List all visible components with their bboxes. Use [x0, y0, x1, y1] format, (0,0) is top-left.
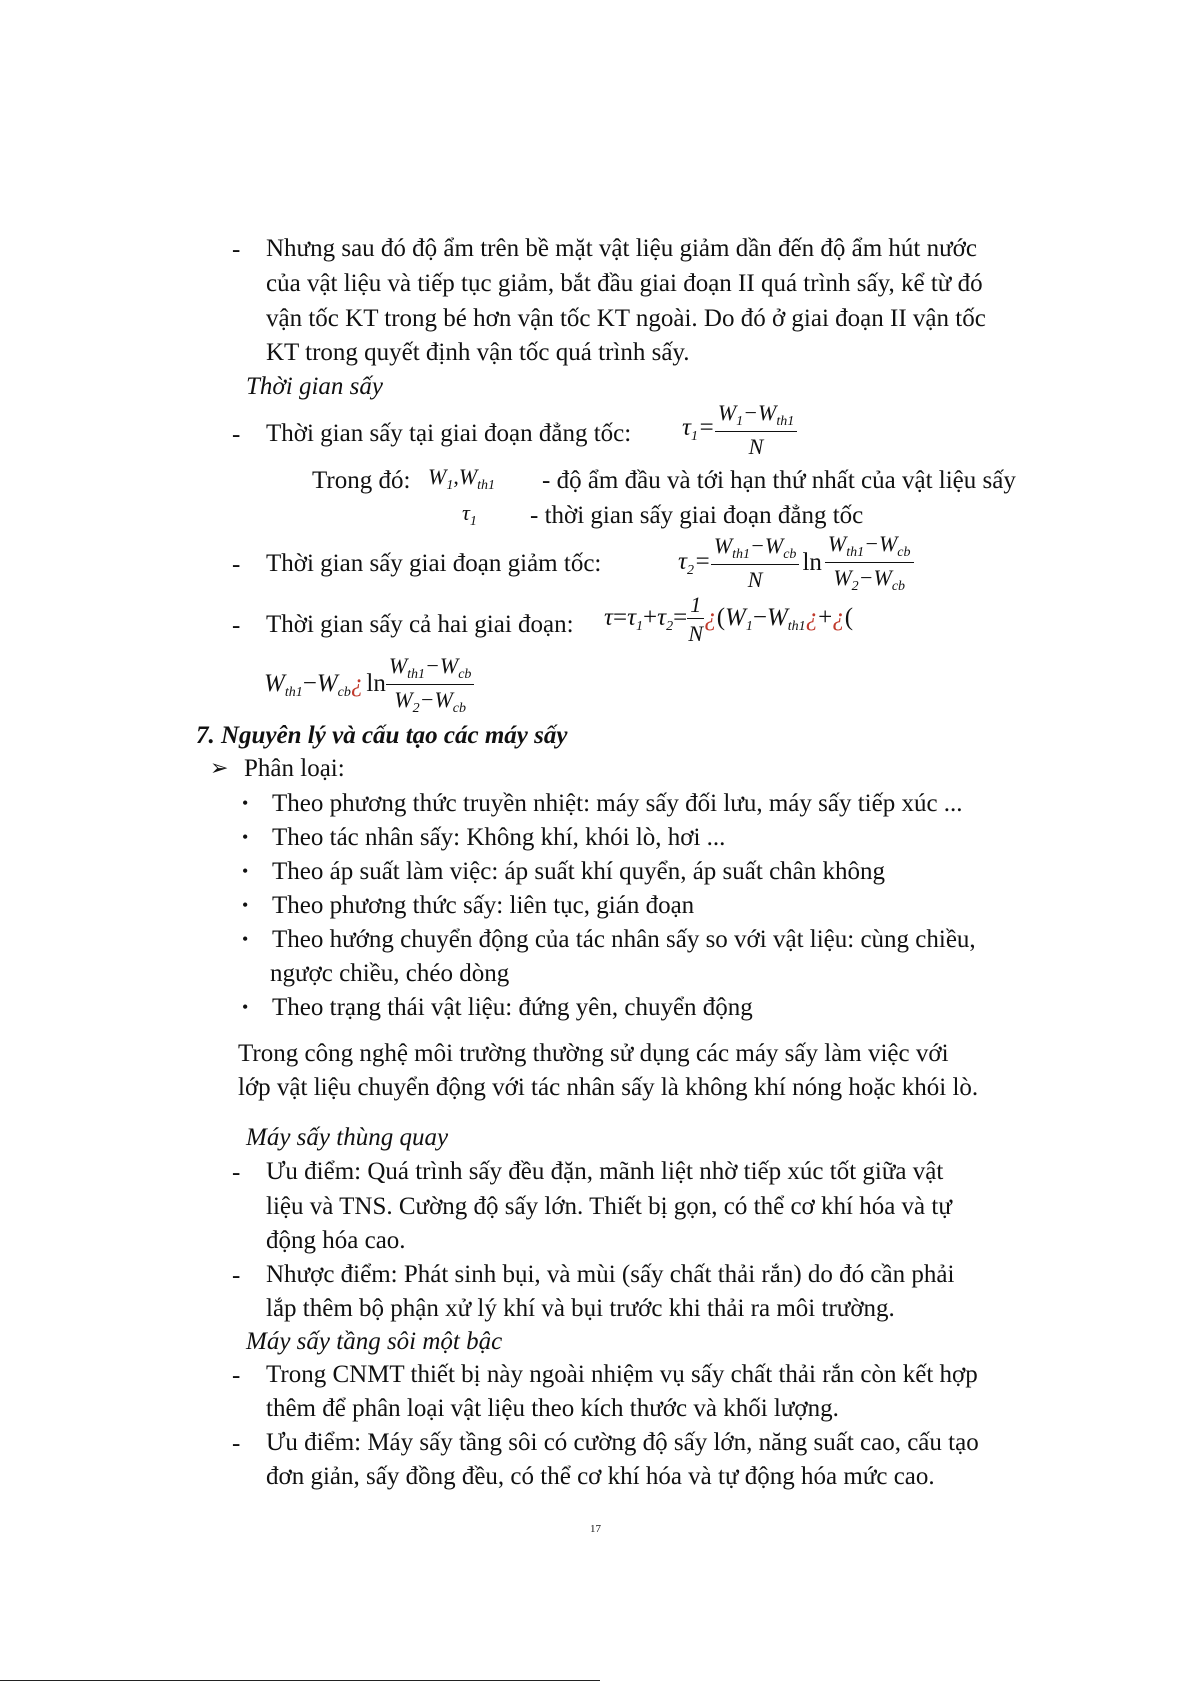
classification-label: Phân loại: [244, 755, 345, 782]
paragraph-line: của vật liệu và tiếp tục giảm, bắt đầu giai đoạn II quá trình sấy, kể từ đó [266, 270, 983, 297]
paragraph-line: liệu và TNS. Cường độ sấy lớn. Thiết bị gọn, có thể cơ khí hóa và tự [266, 1193, 952, 1220]
list-item: Theo tác nhân sấy: Không khí, khói lò, hơi ... [272, 824, 726, 851]
list-dash: - [232, 1159, 241, 1186]
item-both-stages: Thời gian sấy cả hai giai đoạn: [266, 611, 574, 638]
list-dash: - [232, 421, 241, 448]
paragraph-line: động hóa cao. [266, 1227, 406, 1254]
list-item: Theo áp suất làm việc: áp suất khí quyển, áp suất chân không [272, 858, 886, 885]
paragraph-line: lắp thêm bộ phận xử lý khí và bụi trước khi thải ra môi trường. [266, 1295, 895, 1322]
bullet-icon: • [242, 793, 249, 813]
paragraph-line: KT trong quyết định vận tốc quá trình sấy. [266, 339, 690, 366]
list-item: Theo hướng chuyển động của tác nhân sấy so với vật liệu: cùng chiều, [272, 926, 976, 953]
bullet-icon: • [242, 929, 249, 949]
formula-tau2: $\tau_2=$ $\frac{W_{th1}-W_{cb}}{N}$ ln $\frac{W_{th1}-W_{cb}}{W_2-W_{cb}}$ [678, 531, 914, 595]
paragraph-line: Nhược điểm: Phát sinh bụi, và mùi (sấy chất thải rắn) do đó cần phải [266, 1261, 955, 1288]
list-dash: - [232, 1362, 241, 1389]
paragraph-line: Nhưng sau đó độ ẩm trên bề mặt vật liệu giảm dần đến độ ẩm hút nước [266, 235, 977, 262]
paragraph-line: Ưu điểm: Quá trình sấy đều đặn, mãnh liệt nhờ tiếp xúc tốt giữa vật [266, 1158, 944, 1185]
list-item: Theo trạng thái vật liệu: đứng yên, chuyển động [272, 994, 753, 1021]
list-dash: - [232, 236, 241, 263]
list-dash: - [232, 1430, 241, 1457]
paragraph-line: Ưu điểm: Máy sấy tầng sôi có cường độ sấy lớn, năng suất cao, cấu tạo [266, 1429, 979, 1456]
formula-w-symbols: $W_1,W_{th1}$ [428, 464, 496, 493]
list-item-cont: ngược chiều, chéo dòng [270, 960, 510, 987]
page-number: 17 [590, 1523, 601, 1535]
section-heading-7: 7. Nguyên lý và cấu tạo các máy sấy [196, 722, 568, 749]
formula-tau-total: $\tau=\tau_1+\tau_2=$ $\frac{1}{N}$ ¿($W_1-W_{th1}¿+¿$( [604, 592, 854, 647]
where-label: Trong đó: [312, 467, 411, 494]
formula-tau1: $\tau_1=$ $\frac{W_1-W_{th1}}{N}$ [682, 400, 797, 459]
list-dash: - [232, 1262, 241, 1289]
list-dash: - [232, 551, 241, 578]
list-item: Theo phương thức truyền nhiệt: máy sấy đối lưu, máy sấy tiếp xúc ... [272, 790, 963, 817]
subheading-drying-time: Thời gian sấy [246, 373, 383, 400]
paragraph-line: Trong công nghệ môi trường thường sử dụng các máy sấy làm việc với [238, 1040, 949, 1067]
subheading-fluidized-bed: Máy sấy tầng sôi một bậc [246, 1328, 503, 1355]
paragraph-line: đơn giản, sấy đồng đều, có thể cơ khí hóa và tự động hóa mức cao. [266, 1463, 935, 1490]
bullet-icon: • [242, 827, 249, 847]
list-dash: - [232, 612, 241, 639]
bullet-icon: • [242, 997, 249, 1017]
tau-description: - thời gian sấy giai đoạn đẳng tốc [530, 502, 864, 529]
footer-divider [0, 1680, 600, 1681]
subheading-rotary-dryer: Máy sấy thùng quay [246, 1124, 449, 1151]
paragraph-line: lớp vật liệu chuyển động với tác nhân sấy là không khí nóng hoặc khói lò. [238, 1074, 979, 1101]
bullet-icon: • [242, 861, 249, 881]
formula-tau1-symbol: $\tau_1$ [462, 500, 477, 529]
w-description: - độ ẩm đầu và tới hạn thứ nhất của vật liệu sấy [542, 467, 1016, 494]
item-constant-rate: Thời gian sấy tại giai đoạn đẳng tốc: [266, 420, 632, 447]
formula-tau-total-cont: $W_{th1}-W_{cb}¿$ ln $\frac{W_{th1}-W_{cb}}{W_2-W_{cb}}$ [264, 653, 474, 717]
list-item: Theo phương thức sấy: liên tục, gián đoạn [272, 892, 695, 919]
paragraph-line: thêm để phân loại vật liệu theo kích thước và khối lượng. [266, 1395, 839, 1422]
paragraph-line: vận tốc KT trong bé hơn vận tốc KT ngoài. Do đó ở giai đoạn II vận tốc [266, 305, 986, 332]
item-falling-rate: Thời gian sấy giai đoạn giảm tốc: [266, 550, 602, 577]
paragraph-line: Trong CNMT thiết bị này ngoài nhiệm vụ sấy chất thải rắn còn kết hợp [266, 1361, 978, 1388]
arrow-bullet-icon: ➢ [210, 755, 229, 780]
bullet-icon: • [242, 895, 249, 915]
